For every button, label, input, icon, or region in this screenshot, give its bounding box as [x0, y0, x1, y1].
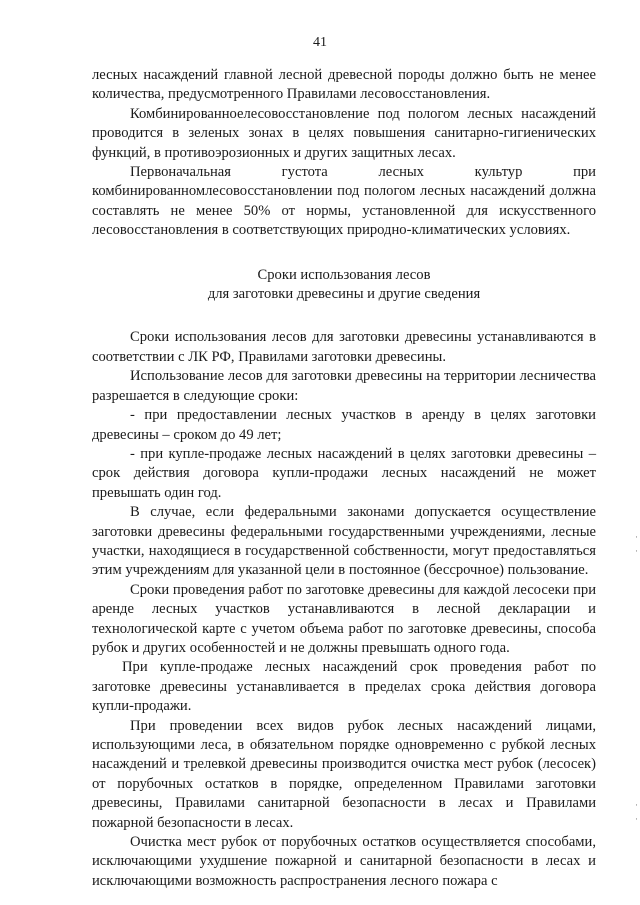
scan-mark: ·	[635, 546, 638, 556]
paragraph: В случае, если федеральными законами допускается осуществление заготовки древесины федеральными государственными учреждениями, лесные участки, находящиеся в государственной собственности, могут предоставляться этим учреждениям для указанной цели в постоянное (бессрочное) пользование.	[92, 504, 596, 579]
margin-scan-marks	[635, 530, 638, 826]
scan-mark: ·	[635, 800, 638, 810]
scan-mark: ·	[635, 814, 638, 824]
paragraph: При проведении всех видов рубок лесных насаждений лицами, использующими леса, в обязательном порядке одновременно с рубкой лесных насаждений и трелевкой древесины производится очистка мест рубок (лесосек) от порубочных остатков в порядке, определенном Правилами заготовки древесины, Правилами санитарной безопасности в лесах и Правилами пожарной безопасности в лесах.	[92, 717, 596, 831]
paragraph: Сроки проведения работ по заготовке древесины для каждой лесосеки при аренде лесных участков устанавливаются в лесной декларации и технологической карте с учетом объема работ по заготовке древесины, способа рубок и других особенностей и не должны превышать одного года.	[92, 581, 596, 656]
section-heading-line: Сроки использования лесов	[257, 266, 431, 283]
section-heading-line: для заготовки древесины и другие сведения	[207, 286, 481, 303]
paragraph: Использование лесов для заготовки древесины на территории лесничества разрешается в следующие сроки:	[92, 368, 596, 404]
list-item: - при купле-продаже лесных насаждений в целях заготовки древесины – срок действия договора купли-продажи лесных насаждений не может превышать один год.	[92, 445, 596, 501]
section-heading	[92, 266, 596, 305]
page-number: 41	[313, 35, 327, 50]
paragraph: Комбинированноелесовосстановление под пологом лесных насаждений проводится в зеленых зонах в целях повышения санитарно-гигиенических функций, в противоэрозионных и других защитных лесах.	[92, 105, 596, 161]
document-body	[92, 66, 596, 891]
paragraph: лесных насаждений главной лесной древесной породы должно быть не менее количества, предусмотренного Правилами лесовосстановления.	[92, 67, 596, 103]
list-item: - при предоставлении лесных участков в аренду в целях заготовки древесины – сроком до 49 лет;	[92, 407, 596, 443]
paragraph: Сроки использования лесов для заготовки древесины устанавливаются в соответствии с ЛК РФ, Правилами заготовки древесины.	[92, 329, 596, 365]
paragraph: При купле-продаже лесных насаждений срок проведения работ по заготовке древесины устанавливается в пределах срока действия договора купли-продажи.	[92, 659, 596, 715]
paragraph: Первоначальная густота лесных культур при комбинированномлесовосстановлении под пологом лесных насаждений должна составлять не менее 50% от нормы, установленной для искусственного лесовосстановления в соответствующих природно-климатических условиях.	[92, 164, 596, 239]
scan-mark: ·	[635, 532, 638, 542]
paragraph: Очистка мест рубок от порубочных остатков осуществляется способами, исключающими ухудшение пожарной и санитарной безопасности в лесах и исключающими возможность распространения лесного пожара с	[92, 834, 596, 889]
